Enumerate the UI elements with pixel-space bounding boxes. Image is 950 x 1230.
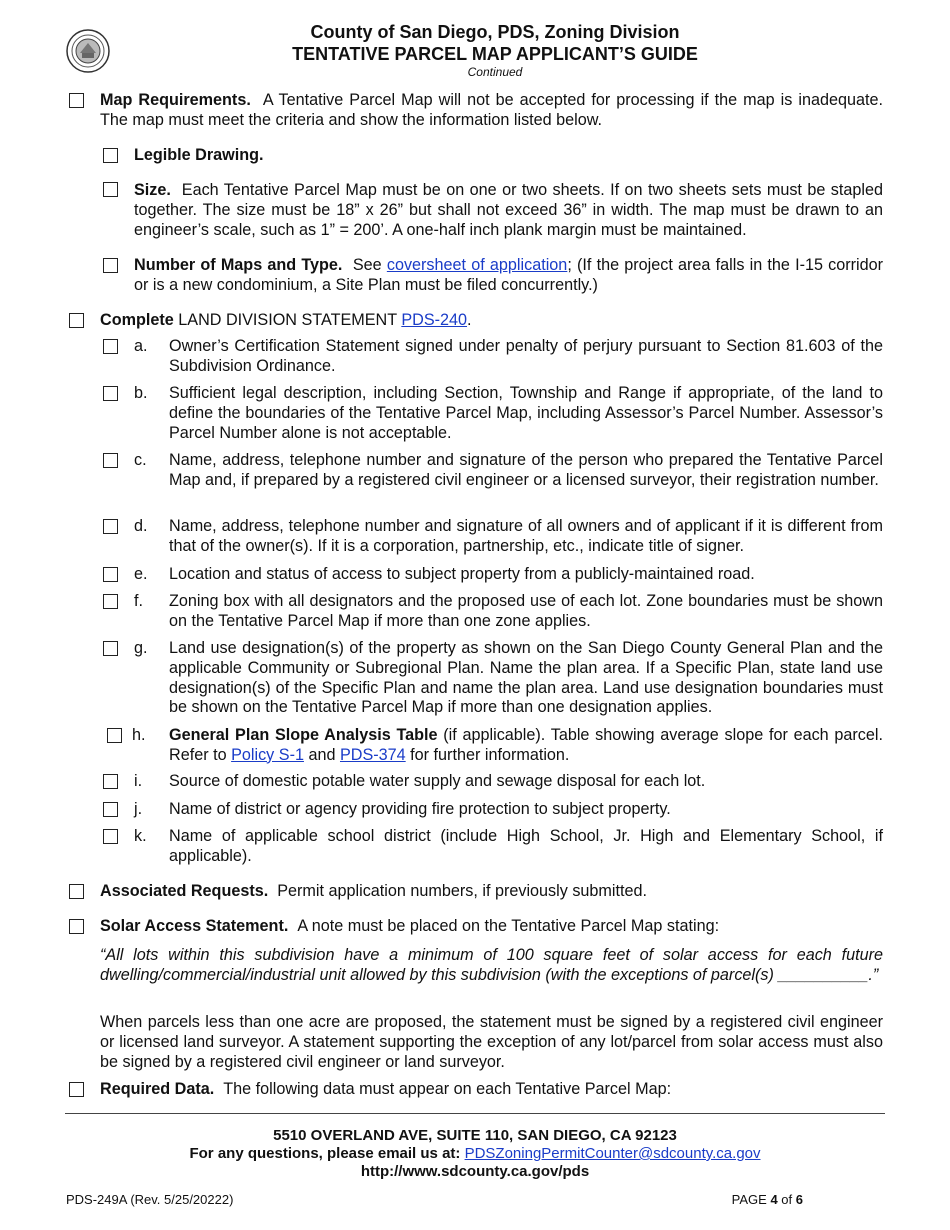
associated-requests-checkbox[interactable] xyxy=(69,884,84,899)
map-requirements-body: A Tentative Parcel Map will not be accepted for processing if the map is inadequate. The map must meet the criteria and show the information listed below. xyxy=(100,91,883,129)
required-data-checkbox[interactable] xyxy=(69,1082,84,1097)
item-d-checkbox[interactable] xyxy=(103,519,118,534)
complete-statement-text xyxy=(100,311,883,331)
footer-address: 5510 OVERLAND AVE, SUITE 110, SAN DIEGO, CA 92123 xyxy=(273,1127,677,1144)
county-seal-icon xyxy=(66,29,110,73)
number-of-maps-text xyxy=(134,256,883,296)
associated-requests-body: Permit application numbers, if previously submitted. xyxy=(277,882,648,900)
item-e-letter: e. xyxy=(134,565,148,583)
item-d-letter: d. xyxy=(134,517,148,535)
item-h-checkbox[interactable] xyxy=(107,728,122,743)
policy-s1-link[interactable]: Policy S-1 xyxy=(231,745,304,764)
associated-requests-text xyxy=(100,882,883,902)
size-checkbox[interactable] xyxy=(103,182,118,197)
page-total: 6 xyxy=(795,1192,803,1207)
number-of-maps-body: ; (If the project area falls in the I-15 corridor or is a new condominium, a Site Plan must be filed concurrently.) xyxy=(134,256,884,294)
header-subtitle: TENTATIVE PARCEL MAP APPLICANT’S GUIDE xyxy=(292,44,698,64)
footer-email-label: For any questions, please email us at: xyxy=(189,1145,461,1162)
solar-access-body: A note must be placed on the Tentative Parcel Map stating: xyxy=(297,917,720,935)
complete-label: LAND DIVISION STATEMENT xyxy=(178,311,397,329)
solar-access-text xyxy=(100,917,883,937)
item-k-text: Name of applicable school district (include High School, Jr. High and Elementary School, if applicable). xyxy=(169,827,883,865)
item-i-letter: i. xyxy=(134,772,143,790)
footer-email-link[interactable]: PDSZoningPermitCounter@sdcounty.ca.gov xyxy=(464,1145,761,1162)
item-a-checkbox[interactable] xyxy=(103,339,118,354)
required-data-title: Required Data. xyxy=(100,1080,215,1098)
item-k-checkbox[interactable] xyxy=(103,829,118,844)
complete-end: . xyxy=(467,311,472,329)
header-continued: Continued xyxy=(467,65,523,79)
footer-url: http://www.sdcounty.ca.gov/pds xyxy=(360,1163,590,1180)
item-c-text: Name, address, telephone number and signature of the person who prepared the Tentative Parcel Map and, if prepared by a registered civil engineer or a licensed surveyor, their registration number. xyxy=(169,451,883,489)
footer-contact xyxy=(65,1145,885,1162)
number-of-maps-title: Number of Maps and Type. xyxy=(134,256,343,274)
item-h-body: (if applicable). Table showing average slope for each parcel. Refer to xyxy=(169,726,883,764)
size-body: Each Tentative Parcel Map must be on one or two sheets. If on two sheets sets must be stapled together. The size must be 18” x 26” but shall not exceed 36” in width. The map must be drawn to an engineer’s scale, such as 1” = 200’. A one-half inch plank margin must be maintained. xyxy=(134,181,883,239)
item-k-letter: k. xyxy=(134,827,147,845)
complete-bold: Complete xyxy=(100,311,174,329)
item-g-letter: g. xyxy=(134,639,148,657)
footer-divider xyxy=(65,1113,885,1114)
item-h-tail: for further information. xyxy=(410,745,570,764)
number-of-maps-checkbox[interactable] xyxy=(103,258,118,273)
item-g-checkbox[interactable] xyxy=(103,641,118,656)
slope-table-title: General Plan Slope Analysis Table xyxy=(169,726,438,744)
solar-access-title: Solar Access Statement. xyxy=(100,917,289,935)
item-f-checkbox[interactable] xyxy=(103,594,118,609)
item-g-text: Land use designation(s) of the property as shown on the San Diego County General Plan and the applicable Community or Subregional Plan. Name the plan area. If a Specific Plan, state land use designation(s) of the Specific Plan and name the plan area. Land use designation boundaries must be shown on the Tentative Parcel Map if more than one designation applies. xyxy=(169,639,883,717)
item-j-checkbox[interactable] xyxy=(103,802,118,817)
solar-access-checkbox[interactable] xyxy=(69,919,84,934)
item-e-checkbox[interactable] xyxy=(103,567,118,582)
form-number: PDS-249A (Rev. 5/25/20222) xyxy=(66,1192,234,1207)
legible-drawing-title: Legible Drawing. xyxy=(134,146,264,164)
item-e-text: Location and status of access to subject property from a publicly-maintained road. xyxy=(169,565,755,583)
item-a-letter: a. xyxy=(134,337,148,355)
size-text xyxy=(134,181,883,240)
item-d-text: Name, address, telephone number and signature of all owners and of applicant if it is different from that of the owner(s). If it is a corporation, partnership, etc., indicate title of signer. xyxy=(169,517,883,555)
required-data-text xyxy=(100,1080,883,1100)
solar-access-quote: “All lots within this subdivision have a minimum of 100 square feet of solar access for each future dwelling/commercial/industrial unit allowed by this subdivision (with the exceptions of parcel(s) __________.” xyxy=(100,946,883,984)
item-f-text: Zoning box with all designators and the proposed use of each lot. Zone boundaries must be shown on the Tentative Parcel Map if more than one zone applies. xyxy=(169,592,883,630)
number-of-maps-see: See xyxy=(352,256,382,274)
page-of: of xyxy=(781,1192,793,1207)
page-label: PAGE xyxy=(731,1192,767,1207)
solar-access-paragraph: When parcels less than one acre are proposed, the statement must be signed by a registered civil engineer or licensed land surveyor. A statement supporting the exception of any lot/parcel from solar access must also be signed by a registered civil engineer or land surveyor. xyxy=(100,1013,883,1071)
item-c-checkbox[interactable] xyxy=(103,453,118,468)
item-c-letter: c. xyxy=(134,451,147,469)
item-b-text: Sufficient legal description, including Section, Township and Range if appropriate, of the land to define the boundaries of the Tentative Parcel Map, including Assessor’s Parcel Number. Assessor’s Parcel Number alone is not acceptable. xyxy=(169,384,883,442)
complete-statement-checkbox[interactable] xyxy=(69,313,84,328)
item-i-text: Source of domestic potable water supply and sewage disposal for each lot. xyxy=(169,772,706,790)
pds-240-link[interactable]: PDS-240 xyxy=(401,311,468,329)
required-data-body: The following data must appear on each Tentative Parcel Map: xyxy=(223,1080,672,1098)
item-a-text: Owner’s Certification Statement signed under penalty of perjury pursuant to Section 81.603 of the Subdivision Ordinance. xyxy=(169,337,883,375)
header-title: County of San Diego, PDS, Zoning Division xyxy=(310,22,680,42)
coversheet-link[interactable]: coversheet of application xyxy=(386,256,568,274)
item-j-text: Name of district or agency providing fire protection to subject property. xyxy=(169,800,671,818)
size-title: Size. xyxy=(134,181,171,199)
page-number: 4 xyxy=(770,1192,778,1207)
item-b-checkbox[interactable] xyxy=(103,386,118,401)
item-h-text xyxy=(169,726,883,766)
map-requirements-checkbox[interactable] xyxy=(69,93,84,108)
page-indicator xyxy=(732,1192,803,1207)
item-j-letter: j. xyxy=(134,800,143,818)
map-requirements-title: Map Requirements. xyxy=(100,91,251,109)
item-b-letter: b. xyxy=(134,384,148,402)
item-h-and: and xyxy=(308,745,336,764)
item-h-letter: h. xyxy=(132,726,146,744)
pds-374-link[interactable]: PDS-374 xyxy=(339,745,406,764)
item-f-letter: f. xyxy=(134,592,143,610)
item-i-checkbox[interactable] xyxy=(103,774,118,789)
associated-requests-title: Associated Requests. xyxy=(100,882,269,900)
legible-drawing-checkbox[interactable] xyxy=(103,148,118,163)
map-requirements-text xyxy=(100,91,883,131)
